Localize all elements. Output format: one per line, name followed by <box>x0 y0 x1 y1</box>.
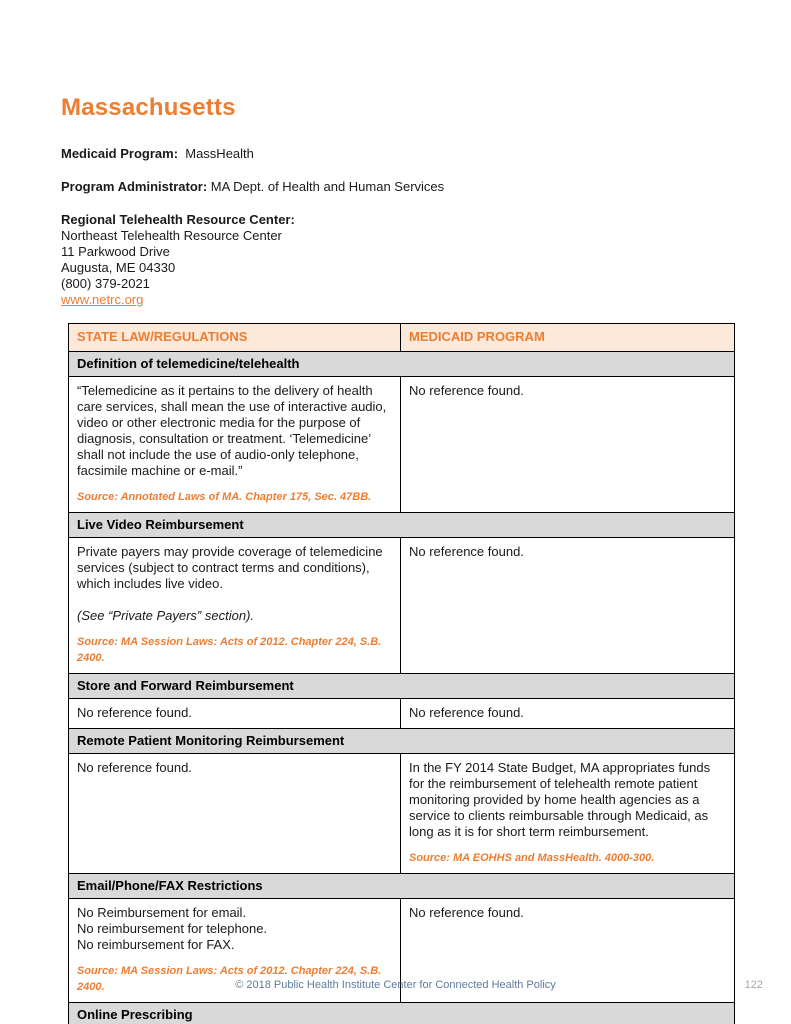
source-citation: Source: MA Session Laws: Acts of 2012. Chapter 224, S.B. 2400. <box>77 965 382 993</box>
column-header-medicaid-program: MEDICAID PROGRAM <box>409 329 545 344</box>
no-reference-text: No reference found. <box>77 760 192 775</box>
section-header-definition <box>69 352 734 377</box>
section-title: Live Video Reimbursement <box>77 517 244 532</box>
source-citation: Source: MA EOHHS and MassHealth. 4000-300. <box>409 852 655 864</box>
page-number: 122 <box>744 979 763 991</box>
program-administrator-value: MA Dept. of Health and Human Services <box>210 179 445 194</box>
cell-definition-state-law <box>69 377 401 512</box>
table-row-store-forward <box>69 699 734 729</box>
rtrc-street: 11 Parkwood Drive <box>61 244 170 259</box>
table-row-remote-monitoring <box>69 754 734 874</box>
rtrc-city: Augusta, ME 04330 <box>61 260 176 275</box>
table-row-live-video <box>69 538 734 674</box>
section-header-live-video <box>69 513 734 538</box>
fax-restriction-text: No reimbursement for FAX. <box>77 937 235 952</box>
rtrc-website-link[interactable]: www.netrc.org <box>61 292 144 307</box>
footer-copyright: © 2018 Public Health Institute Center for Connected Health Policy <box>235 979 556 991</box>
no-reference-text: No reference found. <box>409 705 524 720</box>
program-administrator-label: Program Administrator: <box>61 179 211 194</box>
no-reference-text: No reference found. <box>409 905 524 920</box>
section-title: Online Prescribing <box>77 1007 193 1022</box>
phone-restriction-text: No reimbursement for telephone. <box>77 921 268 936</box>
medicaid-program-label: Medicaid Program: <box>61 146 182 161</box>
cell-remote-monitoring-medicaid <box>401 754 734 873</box>
section-header-online-prescribing <box>69 1003 734 1024</box>
no-reference-text: No reference found. <box>77 705 192 720</box>
cell-remote-monitoring-state-law <box>69 754 401 873</box>
source-citation: Source: MA Session Laws: Acts of 2012. Chapter 224, S.B. 2400. <box>77 636 382 664</box>
cell-live-video-state-law <box>69 538 401 673</box>
rtrc-name: Northeast Telehealth Resource Center <box>61 228 282 243</box>
policy-table <box>68 323 735 1024</box>
cell-live-video-medicaid <box>401 538 734 673</box>
cell-definition-medicaid <box>401 377 734 512</box>
medicaid-program-value: MassHealth <box>181 146 254 161</box>
no-reference-text: No reference found. <box>409 544 524 559</box>
section-title: Definition of telemedicine/telehealth <box>77 356 300 371</box>
medicaid-program-line <box>61 146 735 162</box>
section-title: Store and Forward Reimbursement <box>77 678 294 693</box>
no-reference-text: No reference found. <box>409 383 524 398</box>
table-row-definition <box>69 377 734 513</box>
section-title: Remote Patient Monitoring Reimbursement <box>77 733 345 748</box>
remote-monitoring-text: In the FY 2014 State Budget, MA appropriates funds for the reimbursement of telehealth remote patient monitoring provided by home health agencies as a service to clients reimbursable through Medicaid, as long as it is for short term reimbursement. <box>409 760 711 839</box>
definition-text: “Telemedicine as it pertains to the delivery of health care services, shall mean the use of interactive audio, video or other electronic media for the purpose of diagnosis, consultation or treatment. ‘Telemedicine’ shall not include the use of audio-only telephone, facsimile machine or e-mail.” <box>77 383 387 478</box>
program-administrator-line <box>61 179 735 195</box>
source-citation: Source: Annotated Laws of MA. Chapter 175, Sec. 47BB. <box>77 491 372 503</box>
live-video-text: Private payers may provide coverage of telemedicine services (subject to contract terms and conditions), which includes live video. <box>77 544 383 591</box>
page-title: Massachusetts <box>61 94 236 121</box>
section-header-store-forward <box>69 674 734 699</box>
rtrc-phone: (800) 379-2021 <box>61 276 150 291</box>
section-header-remote-monitoring <box>69 729 734 754</box>
column-header-state-law: STATE LAW/REGULATIONS <box>69 324 401 351</box>
live-video-note: (See “Private Payers” section). <box>77 608 255 623</box>
telehealth-resource-center-block <box>61 212 735 308</box>
rtrc-label: Regional Telehealth Resource Center: <box>61 212 295 227</box>
section-header-email-phone-fax <box>69 874 734 899</box>
cell-store-forward-medicaid <box>401 699 734 728</box>
cell-store-forward-state-law <box>69 699 401 728</box>
section-title: Email/Phone/FAX Restrictions <box>77 878 263 893</box>
table-header-row <box>69 324 734 352</box>
email-restriction-text: No Reimbursement for email. <box>77 905 247 920</box>
